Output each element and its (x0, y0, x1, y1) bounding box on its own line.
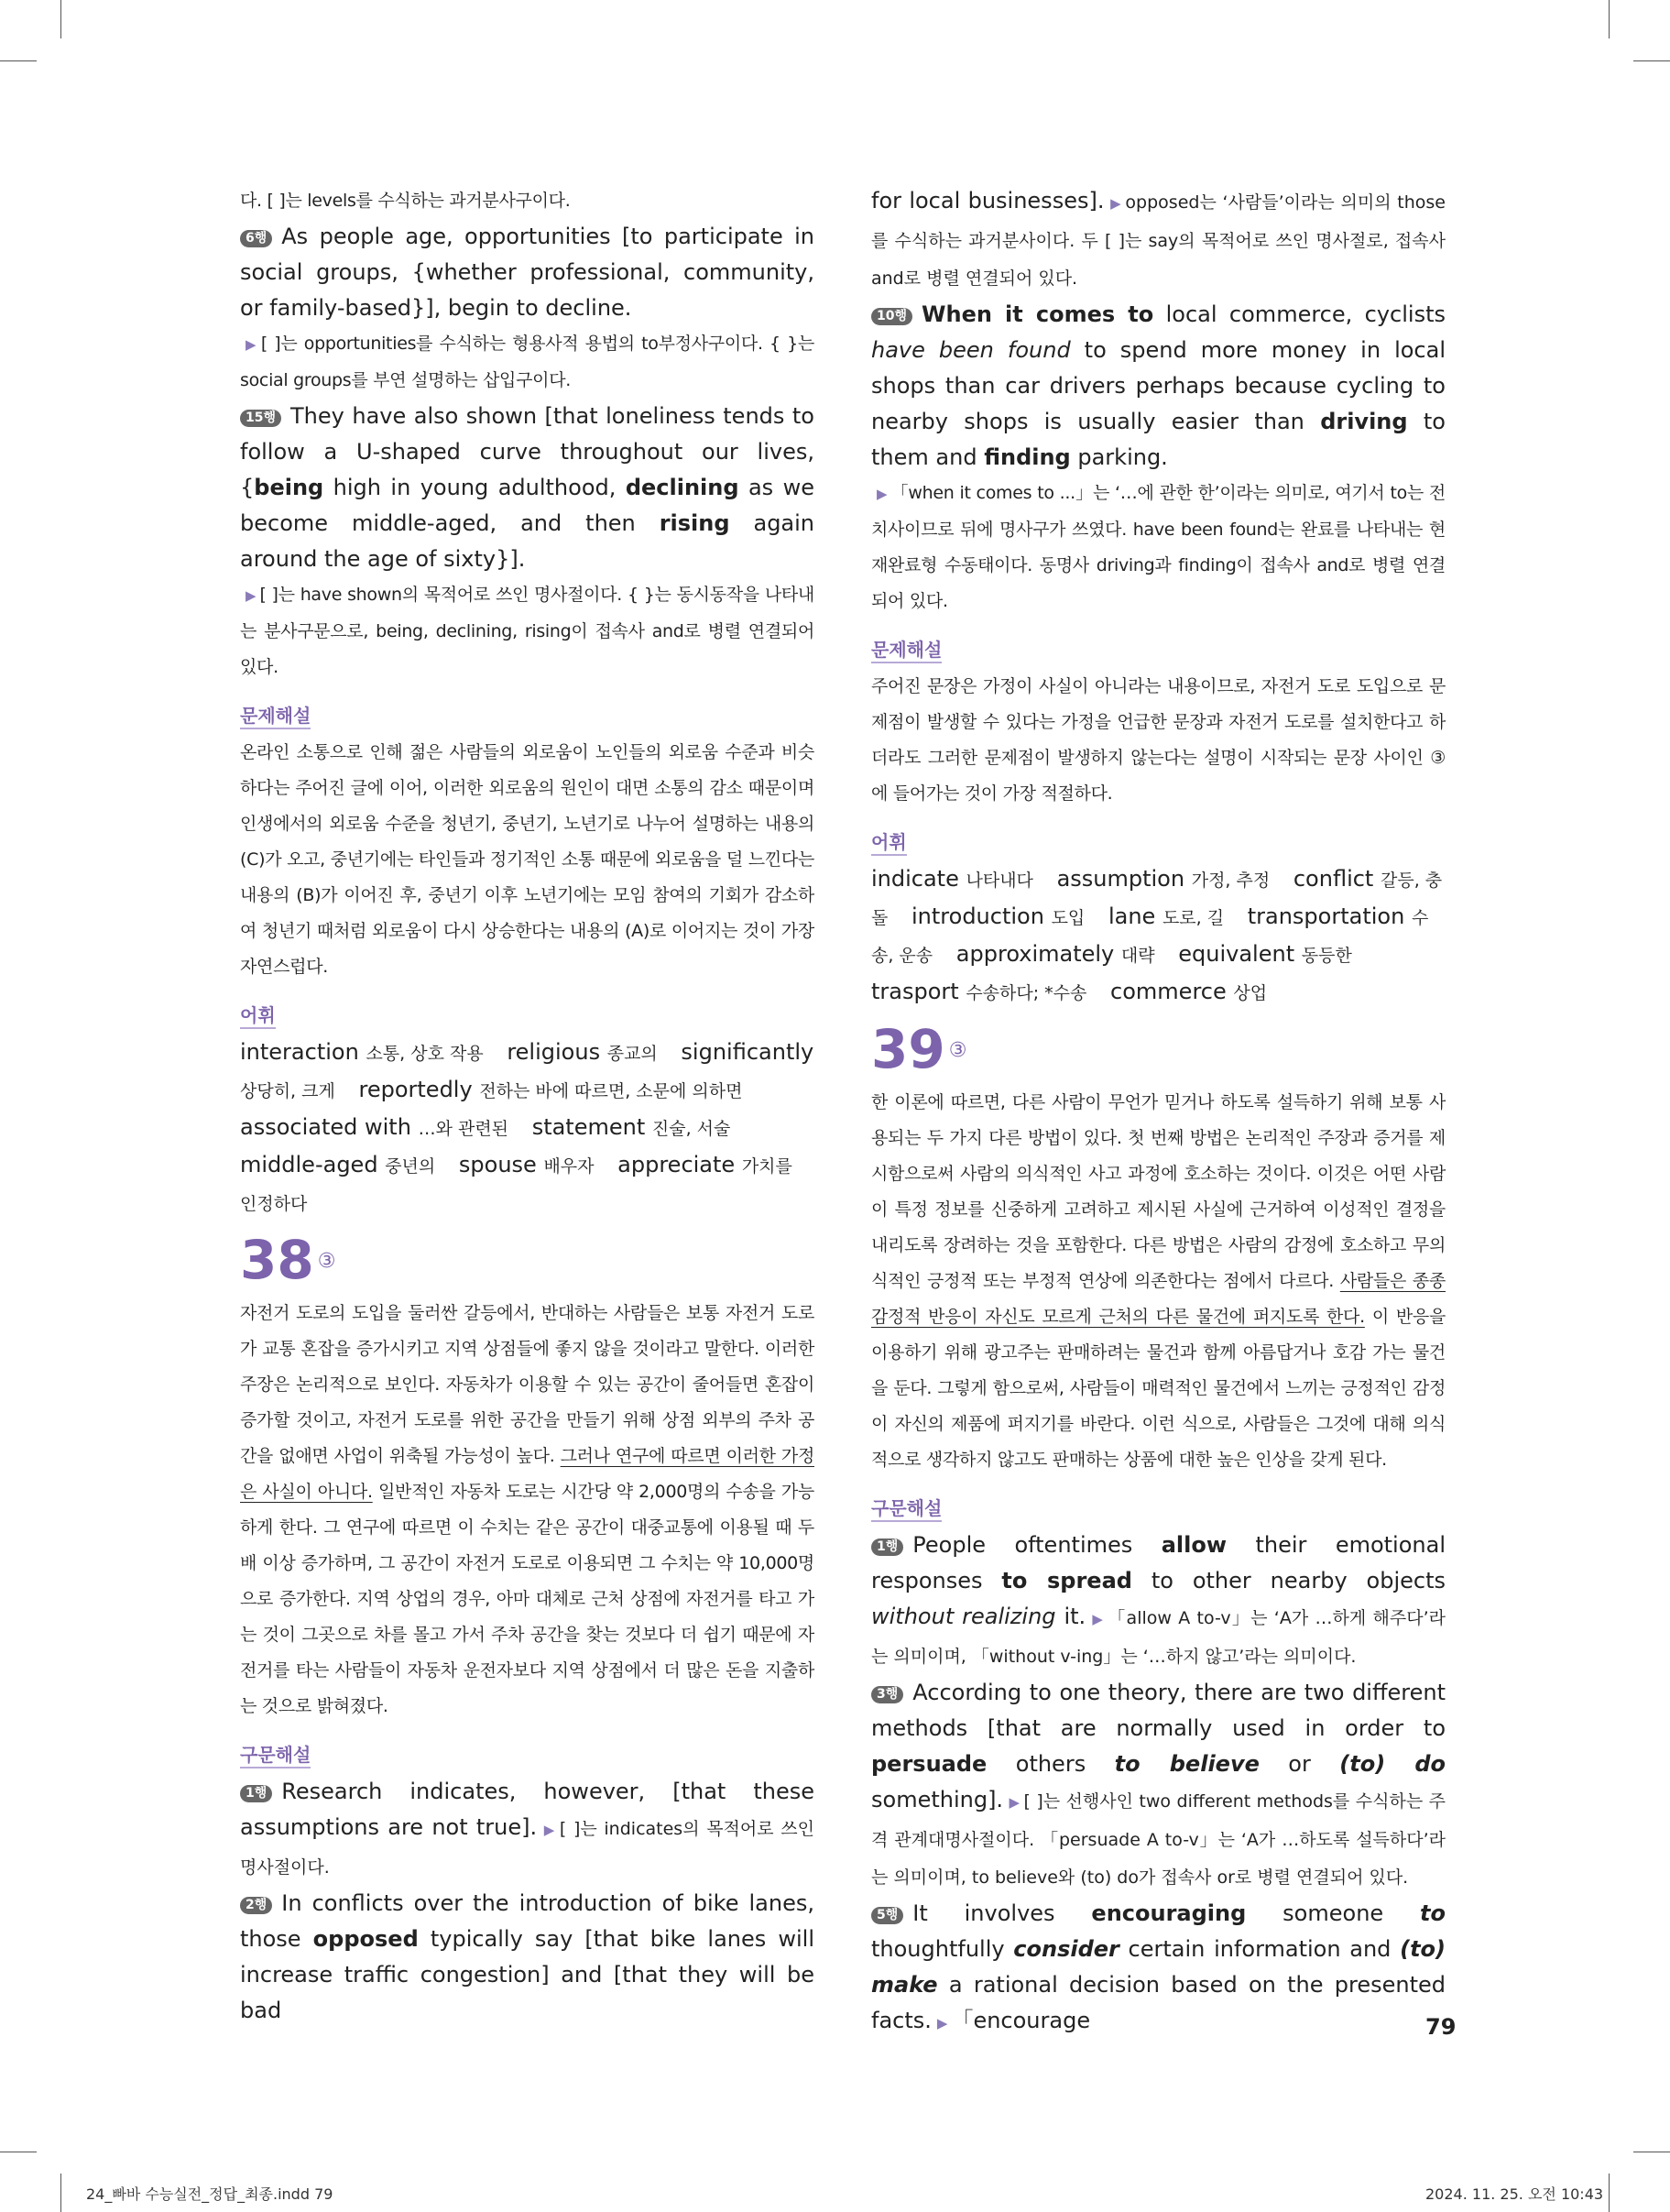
vocab-term: appreciate (617, 1152, 736, 1177)
vocab-term: equivalent (1178, 941, 1295, 967)
line-badge: 6행 (240, 230, 272, 247)
translation-39: 한 이론에 따르면, 다른 사람이 무언가 믿거나 하도록 설득하기 위해 보통 사용되는 두 가지 다른 방법이 있다. 첫 번째 방법은 논리적인 주장과 증거를 제시함으로써 사람의 의식적인 사고 과정에 호소하는 것이다. 이것은 어떤 사람이 특정 정보를 신중하게 고려하고 제시된 사실에 근거하여 이성적인 결정을 내리도록 장려하는 것을 포함한다. 다른 방법은 사람의 감정에 호소하고 무의식적인 긍정적 또는 부정적 연상에 의존한다는 점에서 다르다. 사람들은 종종 감정적 반응이 자신도 모르게 근처의 다른 물건에 퍼지도록 한다. 이 반응을 이용하기 위해 광고주는 판매하려는 물건과 함께 아름답거나 호감 가는 물건을 둔다. 그렇게 함으로써, 사람들이 매력적인 물건에서 느끼는 긍정적인 감정이 자신의 제품에 퍼지기를 바란다. 이런 식으로, 사람들은 그것에 대해 의식적으로 생각하지 않고도 판매하는 상품에 대한 높은 인상을 갖게 된다. (871, 1092, 1446, 1470)
syntax-note-r5: 5행 It involves encouraging someone to thoughtfully consider certain information and (to) make a rational decision based on the presented facts. ▶ 「encourage (871, 1900, 1446, 2033)
triangle-icon: ▶ (246, 336, 257, 353)
syntax-note-r1: 1행 People oftentimes allow their emotional responses to spread to other nearby objects without realizing it. ▶ 「allow A to-v」는 ‘A가 …하게 해주다’라는 의미이며, 「without v-ing」는 ‘…하지 않고’라는 의미이다. (871, 1532, 1446, 1667)
line-badge: 1행 (871, 1539, 903, 1556)
answer-mark: ③ (948, 1039, 967, 1062)
vocab-term: assumption (1056, 866, 1185, 892)
syntax-note-r3: 3행 According to one theory, there are two different methods [that are normally used in order to persuade others to believe or (to) do something]. ▶ [ ]는 선행사인 two different methods를 수식하는 주격 관계대명사절이다. 「persuade A to-v」는 ‘A가 …하도록 설득하다’라는 의미이며, to believe와 (to) do가 접속사 or로 병렬 연결되어 있다. (871, 1680, 1446, 1888)
vocab-term: introduction (911, 903, 1044, 929)
vocab-term: commerce (1110, 979, 1227, 1004)
vocab-term: significantly (681, 1039, 814, 1065)
line-badge: 2행 (240, 1897, 272, 1914)
underlined-sentence: 사람들은 종종 감정적 반응이 자신도 모르게 근처의 다른 물건에 퍼지도록 한다. (871, 1271, 1446, 1327)
section-title-syntax: 구문해설 (240, 1743, 311, 1769)
triangle-icon: ▶ (1091, 1611, 1105, 1627)
triangle-icon: ▶ (936, 2015, 948, 2031)
crop-mark (0, 60, 37, 61)
section-title-vocab: 어휘 (240, 1003, 276, 1029)
vocab-term: statement (531, 1114, 646, 1140)
vocab-term: trasport (871, 979, 959, 1004)
translation-38: 자전거 도로의 도입을 둘러싼 갈등에서, 반대하는 사람들은 보통 자전거 도로가 교통 혼잡을 증가시키고 지역 상점들에 좋지 않을 것이라고 말한다. 이러한 주장은 논리적으로 보인다. 자동차가 이용할 수 있는 공간이 줄어들면 혼잡이 증가할 것이고, 자전거 도로를 위한 공간을 만들기 위해 상점 외부의 주차 공간을 없애면 사업이 위축될 가능성이 높다. 그러나 연구에 따르면 이러한 가정은 사실이 아니다. 일반적인 자동차 도로는 시간당 약 2,000명의 수송을 가능하게 한다. 그 연구에 따르면 이 수치는 같은 공간이 대중교통에 이용될 때 두 배 이상 증가하며, 그 공간이 자전거 도로로 이용되면 그 수치는 약 10,000명으로 증가한다. 지역 상업의 경우, 아마 대체로 근처 상점에 자전거를 타고 가는 것이 그곳으로 차를 몰고 가서 주차 공간을 찾는 것보다 더 쉽기 때문에 자전거를 타는 사람들이 자동차 운전자보다 지역 상점에서 더 많은 돈을 지출하는 것으로 밝혀졌다. (240, 1303, 814, 1716)
syntax-note-15: 15행 They have also shown [that loneliness tends to follow a U-shaped curve throughout our lives, {being high in young adulthood, declining as we become middle-aged, and then rising again around the age of sixty}]. (240, 403, 815, 572)
vocab-term: lane (1108, 903, 1156, 929)
vocab-term: associated with (240, 1114, 411, 1140)
question-number-39: 39 ③ (871, 1018, 967, 1080)
vocab-term: religious (507, 1039, 601, 1065)
crop-mark (1609, 0, 1610, 38)
question-number-38: 38 ③ (240, 1229, 336, 1291)
triangle-icon: ▶ (1109, 195, 1122, 212)
vocab-term: interaction (240, 1039, 359, 1065)
underlined-sentence: 그러나 연구에 따르면 이러한 가정은 사실이 아니다. (240, 1446, 814, 1502)
crop-mark (60, 2174, 61, 2212)
syntax-note-1: 1행 Research indicates, however, [that these assumptions are not true]. ▶ [ ]는 indicates의 목적어로 쓰인 명사절이다. (240, 1779, 814, 1878)
explanation-text: 온라인 소통으로 인해 젊은 사람들의 외로움이 노인들의 외로움 수준과 비슷하다는 주어진 글에 이어, 이러한 외로움의 원인이 대면 소통의 감소 때문이며 인생에서의 외로움 수준을 청년기, 중년기, 노년기로 나누어 설명하는 내용의 (C)가 오고, 중년기에는 타인들과 정기적인 소통 때문에 외로움을 덜 느낀다는 내용의 (B)가 이어진 후, 중년기 이후 노년기에는 모임 참여의 기회가 감소하여 청년기 때처럼 외로움이 다시 상승한다는 내용의 (A)로 이어지는 것이 가장 자연스럽다. (240, 742, 814, 977)
vocab-list: interaction 소통, 상호 작용 religious 종교의 significantly 상당히, 크게 reportedly 전하는 바에 따르면, 소문에 의하면 associated with …와 관련된 statement 진술, 서술 middle-aged 중년의 spouse 배우자 appreciate 가치를 인정하다 (240, 1039, 814, 1214)
section-title-explanation: 문제해설 (871, 638, 942, 663)
line-badge: 3행 (871, 1686, 903, 1703)
crop-mark (1633, 60, 1670, 61)
triangle-icon: ▶ (1009, 1794, 1021, 1811)
vocab-term: reportedly (358, 1077, 473, 1102)
vocab-term: spouse (458, 1152, 537, 1177)
syntax-note-6: 6행 As people age, opportunities [to participate in social groups, {whether professional, community, or family-based}], begin to decline. (240, 224, 814, 321)
line-badge: 1행 (240, 1785, 272, 1802)
vocab-term: transportation (1247, 903, 1405, 929)
syntax-note-15-ko: ▶ [ ]는 have shown의 목적어로 쓰인 명사절이다. { }는 동시동작을 나타내는 분사구문으로, being, declining, rising이 접속사 and로 병렬 연결되어 있다. (240, 585, 814, 677)
vocab-term: approximately (955, 941, 1115, 967)
line-badge: 10행 (871, 308, 912, 325)
section-title-explanation: 문제해설 (240, 704, 311, 729)
line-badge: 15행 (240, 410, 281, 427)
page-number: 79 (1425, 2014, 1457, 2040)
answer-mark: ③ (317, 1250, 336, 1273)
intro-line: 다. [ ]는 levels를 수식하는 과거분사구이다. (240, 191, 571, 211)
syntax-note-6-ko: ▶ [ ]는 opportunities를 수식하는 형용사적 용법의 to부정사구이다. { }는 social groups를 부연 설명하는 삽입구이다. (240, 334, 814, 390)
syntax-note-10-ko: ▶ 「when it comes to ...」는 ‘…에 관한 한’이라는 의미로, 여기서 to는 전치사이므로 뒤에 명사구가 쓰였다. have been found는 완료를 나타내는 현재완료형 수동태이다. 동명사 driving과 finding이 접속사 and로 병렬 연결되어 있다. (871, 483, 1446, 611)
left-column (240, 183, 814, 2029)
footer-timestamp: 2024. 11. 25. 오전 10:43 (1425, 2185, 1604, 2203)
vocab-term: indicate (871, 866, 959, 892)
triangle-icon: ▶ (246, 587, 257, 604)
line-badge: 5행 (871, 1907, 903, 1924)
footer-file-info: 24_빠바 수능실전_정답_최종.indd 79 (86, 2185, 333, 2203)
vocab-term: middle-aged (240, 1152, 378, 1177)
syntax-note-10: 10행 When it comes to local commerce, cyclists have been found to spend more money in local shops than car drivers perhaps because cycling to nearby shops is usually easier than driving to them and finding parking. (871, 301, 1446, 470)
explanation-text: 주어진 문장은 가정이 사실이 아니라는 내용이므로, 자전거 도로 도입으로 문제점이 발생할 수 있다는 가정을 언급한 문장과 자전거 도로를 설치한다고 하더라도 그러한 문제점이 발생하지 않는다는 설명이 시작되는 문장 사이인 ③에 들어가는 것이 가장 적절하다. (871, 676, 1446, 804)
triangle-icon: ▶ (542, 1822, 556, 1838)
section-title-vocab: 어휘 (871, 830, 907, 856)
triangle-icon: ▶ (877, 486, 888, 502)
syntax-note-2-cont: for local businesses]. ▶ opposed는 ‘사람들’이라는 의미의 those를 수식하는 과거분사이다. 두 [ ]는 say의 목적어로 쓰인 명사절로, 접속사 and로 병렬 연결되어 있다. (871, 188, 1446, 289)
section-title-syntax: 구문해설 (871, 1496, 942, 1522)
vocab-term: conflict (1293, 866, 1374, 892)
syntax-note-2: 2행 In conflicts over the introduction of bike lanes, those opposed typically say [that bike lanes will increase traffic congestion] and [that they will be bad (240, 1890, 814, 2023)
crop-mark (1609, 2174, 1610, 2212)
vocab-list: indicate 나타내다 assumption 가정, 추정 conflict 갈등, 충돌 introduction 도입 lane 도로, 길 transportation 수송, 운송 approximately 대략 equivalent 동등한 trasport 수송하다; *수송 commerce 상업 (871, 866, 1443, 1004)
crop-mark (60, 0, 61, 38)
right-column (871, 183, 1446, 2042)
